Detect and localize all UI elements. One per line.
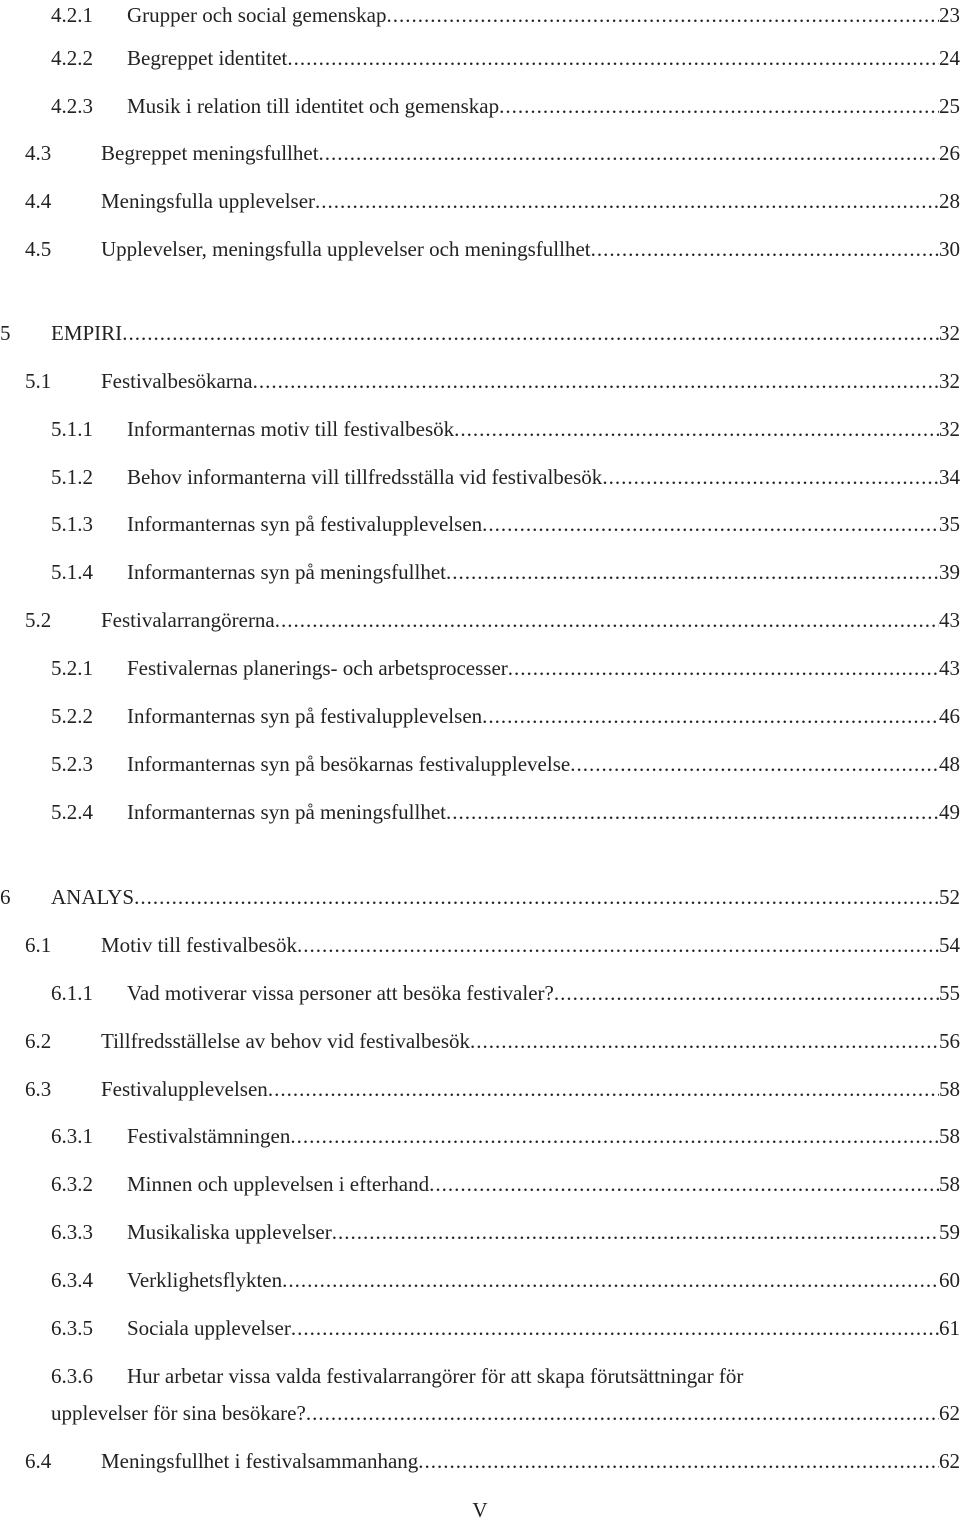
toc-page-number: 28 bbox=[939, 189, 960, 213]
toc-page-number: 52 bbox=[939, 885, 960, 909]
toc-entry[interactable] bbox=[0, 797, 960, 827]
toc-leader-dots bbox=[591, 234, 939, 264]
page-number-footer: V bbox=[472, 1498, 488, 1522]
toc-leader-dots bbox=[253, 366, 939, 396]
toc-entry-number: 5.1.2 bbox=[51, 465, 93, 489]
toc-entry-number: 5.2 bbox=[25, 608, 52, 632]
toc-page-number: 43 bbox=[939, 656, 960, 680]
toc-entry-number: 6.3.2 bbox=[51, 1172, 93, 1196]
toc-entry-title: Informanternas syn på festivalupplevelsen bbox=[127, 704, 483, 728]
toc-entry-number: 6.3.6 bbox=[51, 1364, 93, 1388]
toc-entry[interactable] bbox=[0, 1361, 960, 1433]
toc-leader-dots bbox=[290, 1121, 939, 1151]
toc-entry[interactable] bbox=[0, 138, 960, 168]
toc-page-number: 23 bbox=[939, 3, 960, 27]
toc-page-number: 58 bbox=[939, 1172, 960, 1196]
toc-entry[interactable] bbox=[0, 1313, 960, 1343]
toc-leader-dots bbox=[508, 653, 939, 683]
toc-entry-title: Festivalernas planerings- och arbetsprocesser bbox=[127, 656, 508, 680]
toc-page-number: 39 bbox=[939, 560, 960, 584]
toc-entry-number: 6.3.4 bbox=[51, 1268, 93, 1292]
toc-page-number: 59 bbox=[939, 1220, 960, 1244]
toc-leader-dots bbox=[429, 1169, 939, 1199]
toc-entry[interactable] bbox=[0, 1121, 960, 1151]
toc-leader-dots bbox=[454, 414, 939, 444]
toc-entry-title: Festivalupplevelsen bbox=[101, 1077, 268, 1101]
toc-entry[interactable] bbox=[0, 234, 960, 264]
toc-entry[interactable] bbox=[0, 1446, 960, 1476]
toc-entry-number: 4.3 bbox=[25, 141, 52, 165]
toc-entry[interactable] bbox=[0, 0, 960, 30]
toc-leader-dots bbox=[282, 1265, 939, 1295]
toc-entry-title: Grupper och social gemenskap bbox=[127, 3, 387, 27]
toc-entry-number: 6.3.1 bbox=[51, 1124, 93, 1148]
toc-leader-dots bbox=[554, 978, 939, 1008]
toc-entry-title-line1: Hur arbetar vissa valda festivalarrangörer för att skapa förutsättningar för bbox=[127, 1364, 744, 1388]
toc-entry-title: Minnen och upplevelsen i efterhand bbox=[127, 1172, 430, 1196]
toc-page-number: 61 bbox=[939, 1316, 960, 1340]
toc-entry-number: 5.2.1 bbox=[51, 656, 93, 680]
toc-entry[interactable] bbox=[0, 930, 960, 960]
toc-entry-number: 6.3.5 bbox=[51, 1316, 93, 1340]
toc-page-number: 32 bbox=[939, 369, 960, 393]
toc-entry-title: Meningsfullhet i festivalsammanhang bbox=[101, 1449, 419, 1473]
toc-leader-dots bbox=[446, 557, 939, 587]
toc-entry-number: 5.2.3 bbox=[51, 752, 93, 776]
toc-page-number: 62 bbox=[939, 1401, 960, 1425]
toc-entry-number: 5.2.4 bbox=[51, 800, 93, 824]
toc-entry-number: 5.1.3 bbox=[51, 512, 93, 536]
toc-page-number: 58 bbox=[939, 1077, 960, 1101]
toc-leader-dots bbox=[122, 318, 939, 348]
toc-leader-dots bbox=[268, 1074, 939, 1104]
toc-entry[interactable] bbox=[0, 1026, 960, 1056]
toc-entry-title: Begreppet meningsfullhet bbox=[101, 141, 319, 165]
toc-entry-number: 6 bbox=[0, 885, 11, 909]
toc-page-number: 46 bbox=[939, 704, 960, 728]
toc-entry[interactable] bbox=[0, 1217, 960, 1247]
toc-entry[interactable] bbox=[0, 749, 960, 779]
toc-leader-dots bbox=[332, 1217, 939, 1247]
toc-leader-dots bbox=[482, 701, 939, 731]
toc-entry-title: EMPIRI bbox=[51, 321, 123, 345]
toc-entry-title: ANALYS bbox=[51, 885, 135, 909]
toc-entry[interactable] bbox=[0, 318, 960, 348]
toc-entry-number: 6.3.3 bbox=[51, 1220, 93, 1244]
toc-leader-dots bbox=[315, 186, 939, 216]
toc-entry-number: 4.4 bbox=[25, 189, 52, 213]
toc-entry[interactable] bbox=[0, 1169, 960, 1199]
toc-entry-title: Motiv till festivalbesök bbox=[101, 933, 297, 957]
toc-entry-title: Behov informanterna vill tillfredsställa vid festivalbesök bbox=[127, 465, 603, 489]
toc-leader-dots bbox=[287, 43, 939, 73]
toc-page-number: 30 bbox=[939, 237, 960, 261]
toc-leader-dots bbox=[275, 605, 939, 635]
toc-entry-title: Begreppet identitet bbox=[127, 46, 288, 70]
toc-leader-dots bbox=[499, 91, 939, 121]
toc-leader-dots bbox=[297, 930, 939, 960]
toc-entry-title: Sociala upplevelser bbox=[127, 1316, 291, 1340]
toc-entry-number: 6.1.1 bbox=[51, 981, 93, 1005]
toc-entry-title: Festivalarrangörerna bbox=[101, 608, 275, 632]
toc-entry[interactable] bbox=[0, 1265, 960, 1295]
toc-page-number: 34 bbox=[939, 465, 960, 489]
toc-entry-number: 5.1.1 bbox=[51, 417, 93, 441]
toc-leader-dots bbox=[418, 1446, 939, 1476]
toc-entry-title: Musik i relation till identitet och gemenskap bbox=[127, 94, 500, 118]
toc-page-number: 35 bbox=[939, 512, 960, 536]
toc-page-number: 60 bbox=[939, 1268, 960, 1292]
toc-entry-number: 4.5 bbox=[25, 237, 52, 261]
toc-entry-number: 4.2.2 bbox=[51, 46, 93, 70]
toc-entry[interactable] bbox=[0, 978, 960, 1008]
toc-entry-number: 5.2.2 bbox=[51, 704, 93, 728]
toc-page-number: 32 bbox=[939, 417, 960, 441]
toc-entry[interactable] bbox=[0, 366, 960, 396]
toc-entry[interactable] bbox=[0, 509, 960, 539]
toc-leader-dots bbox=[319, 138, 939, 168]
toc-entry[interactable] bbox=[0, 701, 960, 731]
toc-page-number: 56 bbox=[939, 1029, 960, 1053]
toc-entry-title: Meningsfulla upplevelser bbox=[101, 189, 316, 213]
toc-entry-title: Informanternas syn på meningsfullhet bbox=[127, 800, 446, 824]
toc-entry[interactable] bbox=[0, 653, 960, 683]
toc-entry-title: Informanternas syn på besökarnas festivalupplevelse bbox=[127, 752, 571, 776]
toc-page-number: 43 bbox=[939, 608, 960, 632]
toc-entry-title: Informanternas syn på festivalupplevelsen bbox=[127, 512, 483, 536]
toc-page-number: 49 bbox=[939, 800, 960, 824]
toc-entry-title: Tillfredsställelse av behov vid festivalbesök bbox=[101, 1029, 470, 1053]
toc-leader-dots bbox=[602, 462, 939, 492]
toc-leader-dots bbox=[570, 749, 939, 779]
toc-entry-number: 6.1 bbox=[25, 933, 52, 957]
toc-entry-title: Musikaliska upplevelser bbox=[127, 1220, 332, 1244]
toc-entry-number: 5 bbox=[0, 321, 11, 345]
toc-entry-number: 6.2 bbox=[25, 1029, 52, 1053]
toc-page-number: 32 bbox=[939, 321, 960, 345]
toc-entry-number: 6.3 bbox=[25, 1077, 52, 1101]
toc-entry[interactable] bbox=[0, 414, 960, 444]
toc-entry[interactable] bbox=[0, 462, 960, 492]
toc-entry[interactable] bbox=[0, 1074, 960, 1104]
toc-page-number: 58 bbox=[939, 1124, 960, 1148]
toc-entry[interactable] bbox=[0, 186, 960, 216]
toc-page-number: 54 bbox=[939, 933, 960, 957]
toc-entry-number: 6.4 bbox=[25, 1449, 52, 1473]
toc-entry[interactable] bbox=[0, 43, 960, 73]
toc-entry-title: upplevelser för sina besökare? bbox=[51, 1401, 306, 1425]
toc-entry[interactable] bbox=[0, 91, 960, 121]
toc-entry-title: Verklighetsflykten bbox=[127, 1268, 283, 1292]
toc-entry[interactable] bbox=[0, 882, 960, 912]
toc-leader-dots bbox=[387, 0, 940, 30]
toc-entry-title: Upplevelser, meningsfulla upplevelser och meningsfullhet bbox=[101, 237, 591, 261]
toc-page-number: 24 bbox=[939, 46, 960, 70]
toc-leader-dots bbox=[306, 1398, 939, 1428]
toc-leader-dots bbox=[134, 882, 939, 912]
toc-entry-title: Informanternas syn på meningsfullhet bbox=[127, 560, 446, 584]
toc-entry[interactable] bbox=[0, 605, 960, 635]
toc-page-number: 55 bbox=[939, 981, 960, 1005]
toc-entry[interactable] bbox=[0, 557, 960, 587]
toc-leader-dots bbox=[482, 509, 939, 539]
toc-entry-title: Festivalstämningen bbox=[127, 1124, 291, 1148]
toc-entry-title: Festivalbesökarna bbox=[101, 369, 253, 393]
toc-entry-title: Vad motiverar vissa personer att besöka festivaler? bbox=[127, 981, 554, 1005]
toc-leader-dots bbox=[446, 797, 939, 827]
toc-page-number: 25 bbox=[939, 94, 960, 118]
toc-entry-title: Informanternas motiv till festivalbesök bbox=[127, 417, 455, 441]
toc-leader-dots bbox=[470, 1026, 939, 1056]
toc-page-number: 26 bbox=[939, 141, 960, 165]
toc-page-number: 62 bbox=[939, 1449, 960, 1473]
toc-leader-dots bbox=[291, 1313, 939, 1343]
toc-entry-number: 4.2.1 bbox=[51, 3, 93, 27]
toc-entry-number: 5.1 bbox=[25, 369, 52, 393]
toc-entry-number: 4.2.3 bbox=[51, 94, 93, 118]
toc-entry-number: 5.1.4 bbox=[51, 560, 93, 584]
toc-page-number: 48 bbox=[939, 752, 960, 776]
